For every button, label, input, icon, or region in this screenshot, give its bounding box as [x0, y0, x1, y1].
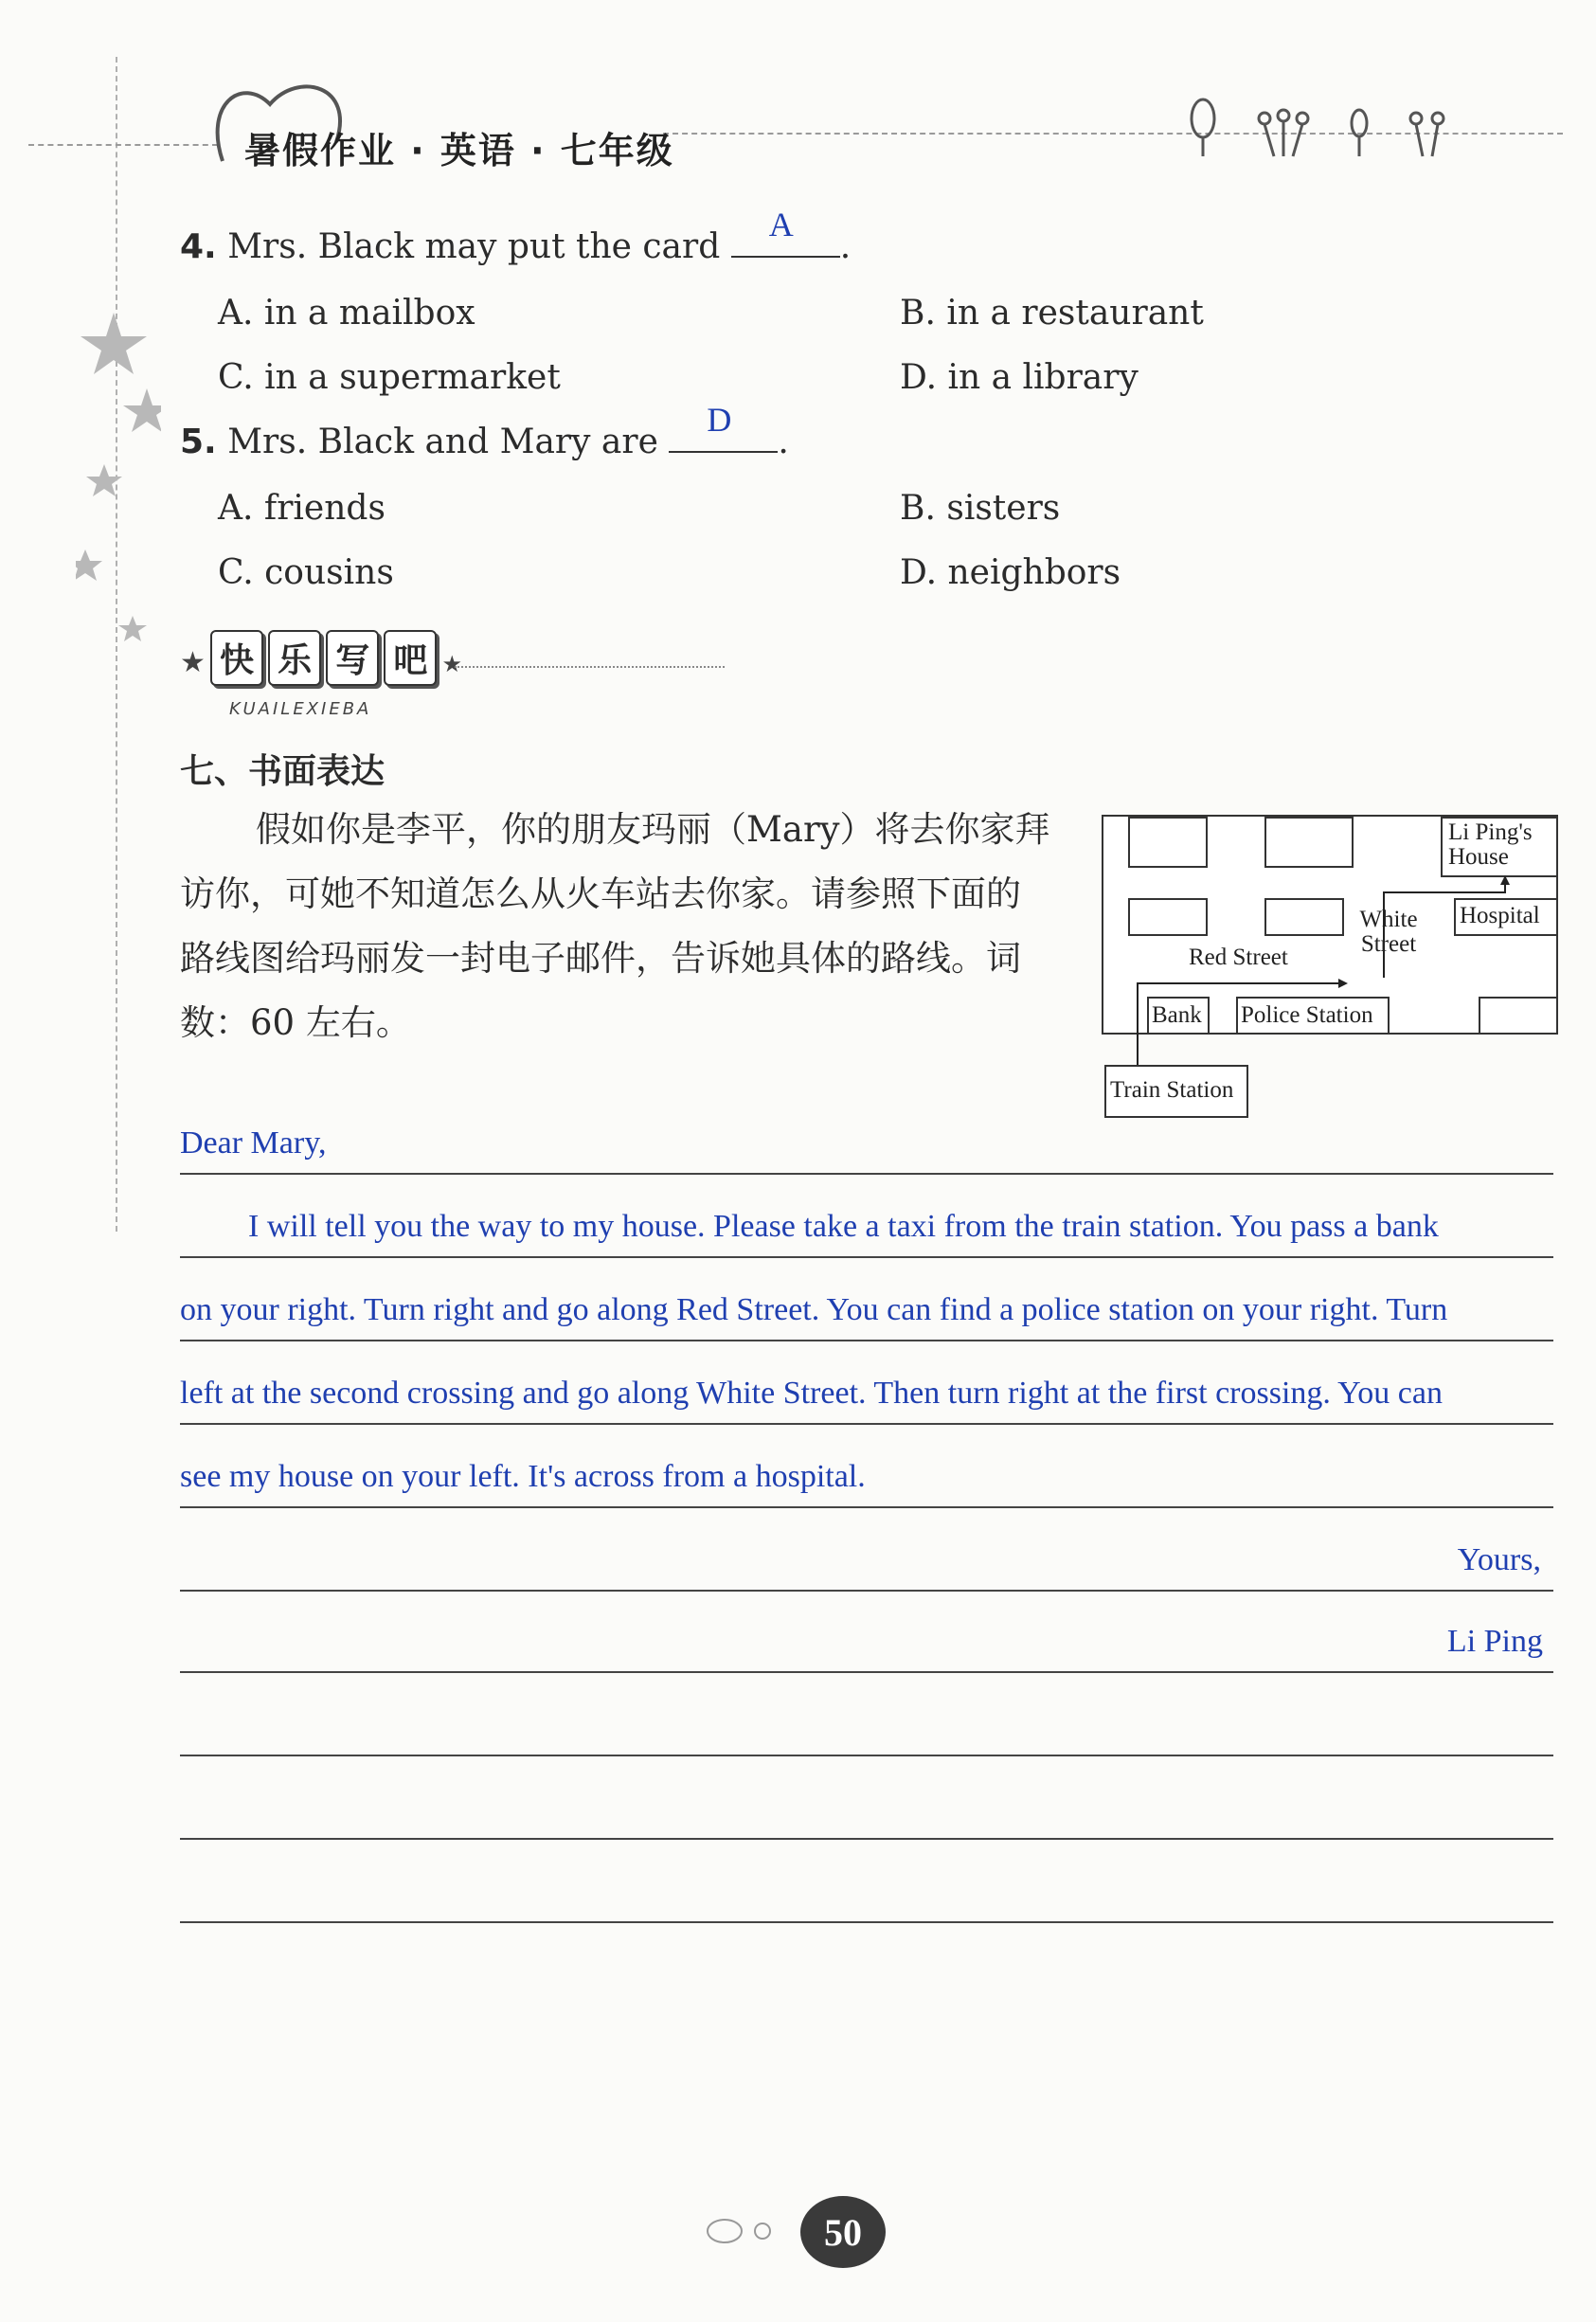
option-a: A. friends: [218, 489, 386, 528]
page-number: 50: [800, 2196, 886, 2268]
police-station-label: Police Station: [1241, 1002, 1373, 1028]
star-icon: ★: [441, 651, 462, 677]
question-number: 5.: [180, 423, 217, 461]
option-d: D. neighbors: [900, 553, 1121, 592]
letter-line: see my house on your left. It's across from a hospital.: [180, 1459, 866, 1494]
letter-closing: Yours,: [1457, 1542, 1541, 1577]
plant-doodles-icon: [1184, 95, 1468, 161]
writing-line: [180, 1671, 1553, 1673]
letter-line: left at the second crossing and go along White Street. Then turn right at the first crossing. You can: [180, 1376, 1443, 1411]
route-arrows: [1103, 817, 1556, 1091]
answer-value: D: [707, 401, 732, 439]
prompt-line: 路线图给玛丽发一封电子邮件，告诉她具体的路线。词: [180, 938, 1021, 979]
question-end: .: [839, 227, 852, 266]
writing-line: [180, 1755, 1553, 1756]
question-5-stem: [180, 401, 789, 461]
star-icon: ★: [180, 646, 206, 679]
star-decoration-icon: [76, 313, 161, 654]
answer-value: A: [768, 206, 794, 243]
prompt-line: 数：60 左右。: [180, 1002, 411, 1043]
writing-line: [180, 1838, 1553, 1840]
banner-char: 乐: [268, 630, 321, 686]
question-4-stem: [180, 206, 852, 266]
letter-signature: Li Ping: [1446, 1624, 1543, 1659]
answer-blank: [669, 401, 778, 453]
option-b: B. in a restaurant: [900, 294, 1204, 333]
red-street-label: Red Street: [1189, 945, 1288, 970]
white-street-label: White Street: [1359, 907, 1418, 958]
prompt-line: 访你，可她不知道怎么从火车站去你家。请参照下面的: [180, 873, 1021, 914]
header-dashed-line: [28, 144, 218, 146]
answer-blank: [731, 206, 840, 258]
banner-pinyin: KUAILEXIEBA: [229, 699, 372, 719]
header-title: 暑假作业 · 英语 · 七年级: [244, 130, 674, 171]
writing-line: [180, 1423, 1553, 1425]
page-number-dots-icon: [701, 2212, 786, 2250]
letter-greeting: Dear Mary,: [180, 1125, 327, 1161]
writing-line: [180, 1921, 1553, 1923]
banner-char: 吧: [384, 630, 437, 686]
writing-line: [180, 1256, 1553, 1258]
bank-label: Bank: [1152, 1002, 1202, 1028]
banner-char: 写: [326, 630, 379, 686]
writing-line: [180, 1590, 1553, 1592]
section-title: 七、书面表达: [180, 752, 386, 791]
writing-line: [180, 1173, 1553, 1175]
question-text: Mrs. Black may put the card: [227, 227, 721, 266]
hospital-label: Hospital: [1460, 903, 1540, 928]
route-map: [1102, 815, 1558, 1035]
writing-line: [180, 1506, 1553, 1508]
question-end: .: [778, 423, 789, 461]
section-banner: [180, 630, 462, 686]
letter-line: on your right. Turn right and go along Red Street. You can find a police station on your right. Turn: [180, 1292, 1448, 1327]
writing-line: [180, 1340, 1553, 1341]
question-number: 4.: [180, 227, 217, 266]
prompt-line: 假如你是李平，你的朋友玛丽（Mary）将去你家拜: [256, 809, 1050, 850]
option-b: B. sisters: [900, 489, 1061, 528]
option-a: A. in a mailbox: [218, 294, 475, 333]
train-station-label: Train Station: [1110, 1077, 1234, 1103]
option-d: D. in a library: [900, 358, 1139, 397]
option-c: C. in a supermarket: [218, 358, 561, 397]
option-c: C. cousins: [218, 553, 394, 592]
li-ping-house-label: Li Ping's House: [1448, 819, 1533, 871]
question-text: Mrs. Black and Mary are: [227, 423, 658, 461]
writing-prompt: [180, 798, 1089, 1055]
banner-dotted-line: [455, 666, 725, 668]
letter-line: I will tell you the way to my house. Please take a taxi from the train station. You pass a bank: [248, 1209, 1439, 1244]
banner-char: 快: [210, 630, 263, 686]
